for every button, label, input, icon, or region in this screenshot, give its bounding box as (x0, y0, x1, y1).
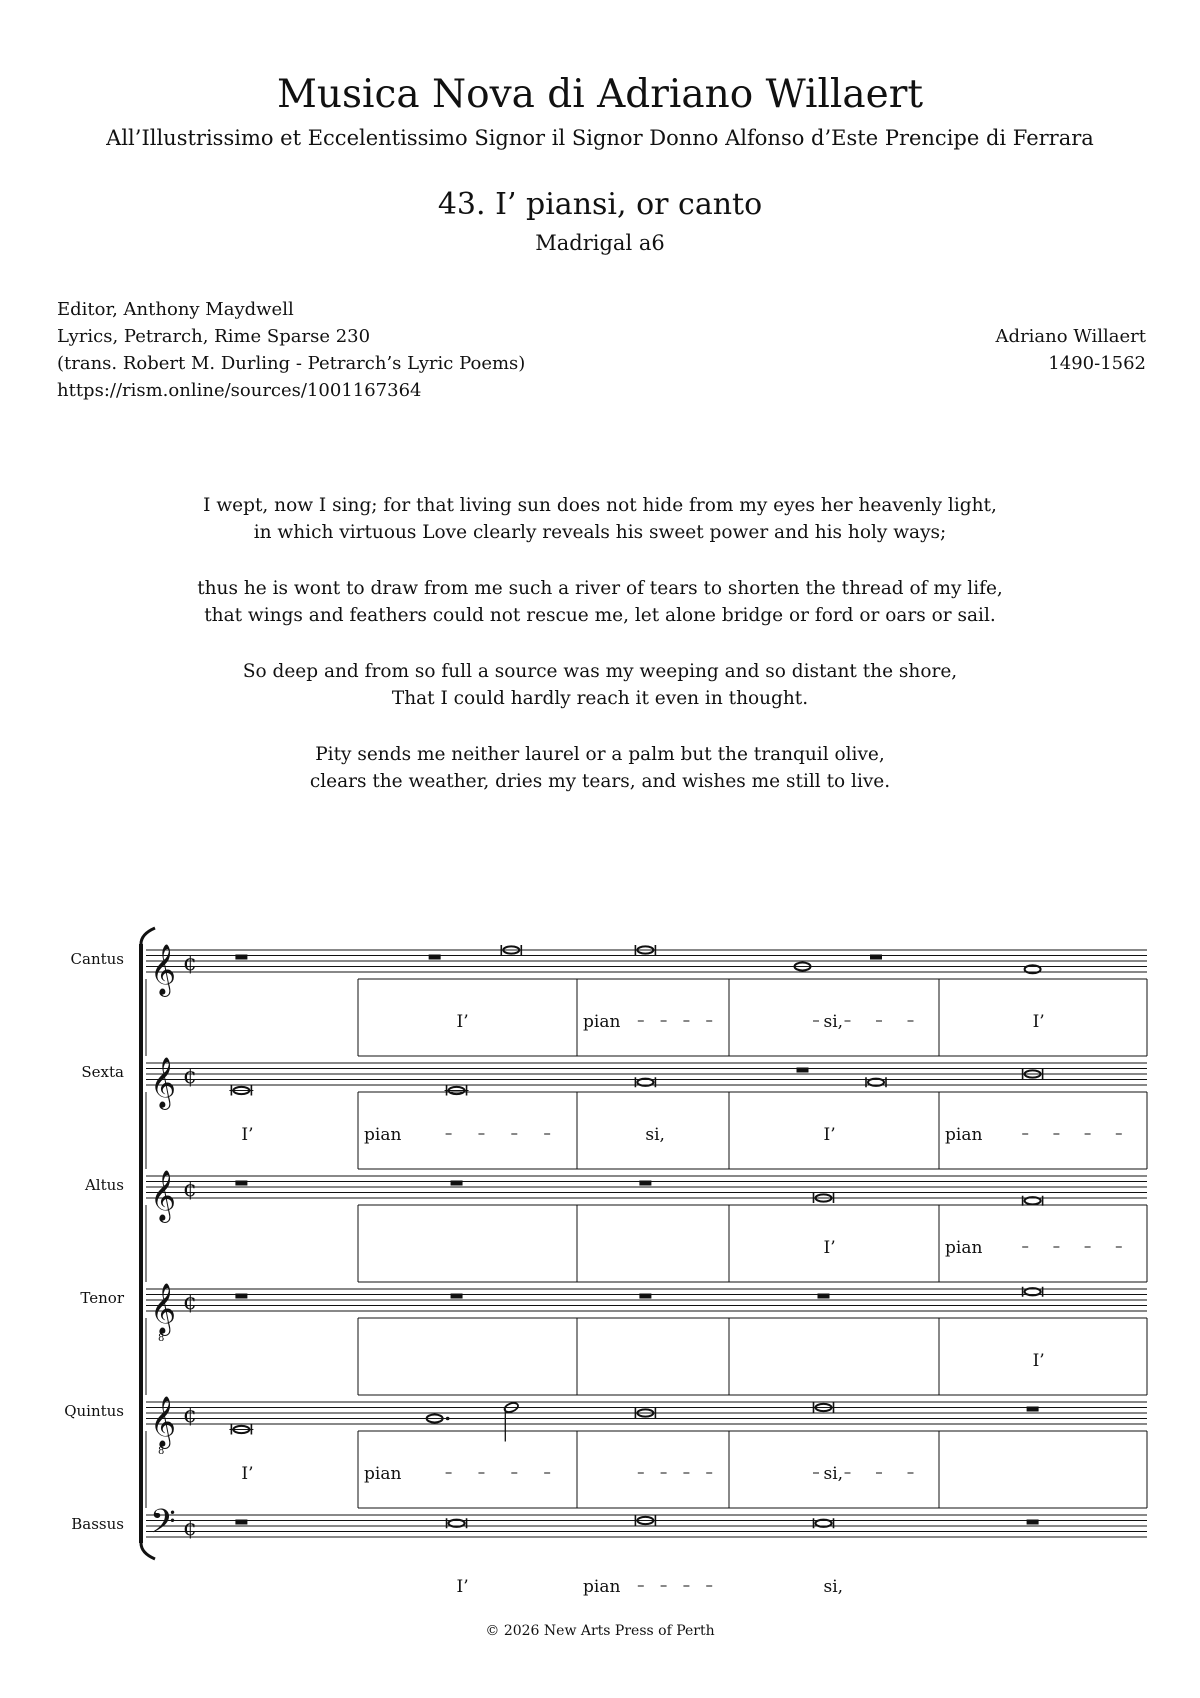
rest-icon (235, 1520, 247, 1525)
dedication: All’Illustrissimo et Eccelentissimo Signor il Signor Donno Alfonso d’Este Prencipe di Ferrara (106, 126, 1094, 150)
lyric-syllable: I’ (823, 1238, 836, 1258)
cut-time-icon: ¢ (183, 951, 197, 976)
copyright-footer: © 2026 New Arts Press of Perth (485, 1623, 715, 1639)
lyric-syllable: pian (945, 1238, 983, 1258)
rest-icon (451, 1181, 463, 1186)
composer-dates: 1490-1562 (1048, 353, 1146, 374)
lyrics-credit: Lyrics, Petrarch, Rime Sparse 230 (57, 326, 371, 347)
lyric-syllable: pian (583, 1012, 621, 1032)
rest-icon (1027, 1520, 1039, 1525)
system-bracket (139, 944, 143, 1543)
octave-marker: 8 (158, 1446, 165, 1457)
cut-time-icon: ¢ (183, 1177, 197, 1202)
genre-subtitle: Madrigal a6 (535, 231, 665, 255)
poem-line: that wings and feathers could not rescue me, let alone bridge or ford or oars or sail. (204, 605, 996, 626)
lyric-syllable: I’ (241, 1464, 254, 1484)
source-link[interactable]: https://rism.online/sources/1001167364 (57, 380, 422, 401)
treble-clef-icon: 𝄞 (150, 1057, 177, 1108)
treble-clef-icon: 𝄞 (150, 1170, 177, 1221)
rest-icon (235, 1181, 247, 1186)
staff-bassus (71, 1503, 1147, 1597)
lyric-syllable: I’ (456, 1577, 469, 1597)
cut-time-icon: ¢ (183, 1516, 197, 1541)
staff-altus (84, 1170, 1147, 1282)
lyric-syllable: si, (645, 1125, 665, 1145)
lyric-syllable: I’ (241, 1125, 254, 1145)
rest-icon (797, 1068, 809, 1073)
treble-clef-icon: 𝄞 (150, 944, 177, 995)
rest-icon (1027, 1407, 1039, 1412)
poem-line: clears the weather, dries my tears, and wishes me still to live. (309, 771, 891, 792)
treble-clef-icon: 𝄞 (150, 1396, 177, 1447)
composer-name: Adriano Willaert (995, 326, 1146, 347)
poem-line: thus he is wont to draw from me such a river of tears to shorten the thread of my life, (197, 578, 1003, 599)
rest-icon (235, 955, 247, 960)
bracket-top-hook (141, 928, 155, 944)
bass-clef-icon: 𝄢 (150, 1503, 176, 1549)
cut-time-icon: ¢ (183, 1403, 197, 1428)
rest-icon (235, 1294, 247, 1299)
lyric-syllable: I’ (456, 1012, 469, 1032)
cut-time-icon: ¢ (183, 1290, 197, 1315)
treble-clef-icon: 𝄞 (150, 1283, 177, 1334)
rest-icon (639, 1181, 651, 1186)
cut-time-icon: ¢ (183, 1064, 197, 1089)
lyric-syllable: pian (583, 1577, 621, 1597)
voice-label: Quintus (64, 1402, 124, 1420)
lyric-syllable: pian (364, 1464, 402, 1484)
staff-quintus (64, 1396, 1147, 1508)
rest-icon (818, 1294, 830, 1299)
poem-line: Pity sends me neither laurel or a palm but the tranquil olive, (315, 744, 885, 765)
dot (446, 1417, 450, 1421)
staff-sexta (81, 1057, 1147, 1169)
voice-label: Sexta (81, 1063, 124, 1081)
poem-line: I wept, now I sing; for that living sun does not hide from my eyes her heavenly light, (203, 495, 997, 516)
poem-line: So deep and from so full a source was my weeping and so distant the shore, (242, 661, 958, 682)
lyric-syllable: si, (823, 1577, 844, 1597)
lyric-syllable: I’ (1032, 1351, 1045, 1371)
lyric-syllable: pian (364, 1125, 402, 1145)
lyric-syllable: I’ (823, 1125, 836, 1145)
staff-cantus (71, 944, 1147, 1056)
voice-label: Cantus (70, 950, 124, 968)
lyric-syllable: pian (945, 1125, 983, 1145)
lyric-syllable: I’ (1032, 1012, 1045, 1032)
staff-tenor (80, 1283, 1147, 1395)
lyric-syllable: si, (823, 1464, 844, 1484)
voice-label: Altus (84, 1176, 124, 1194)
octave-marker: 8 (158, 1333, 165, 1344)
voice-label: Tenor (80, 1289, 124, 1307)
rest-icon (451, 1294, 463, 1299)
editor-credit: Editor, Anthony Maydwell (57, 299, 294, 320)
collection-title: Musica Nova di Adriano Willaert (276, 72, 924, 117)
translation-credit: (trans. Robert M. Durling - Petrarch’s Lyric Poems) (57, 353, 526, 374)
rest-icon (429, 955, 441, 960)
piece-title: 43. I’ piansi, or canto (437, 187, 763, 222)
poem-line: That I could hardly reach it even in thought. (391, 688, 809, 709)
rest-icon (870, 955, 882, 960)
lyric-syllable: si, (823, 1012, 844, 1032)
voice-label: Bassus (71, 1515, 124, 1533)
poem-line: in which virtuous Love clearly reveals his sweet power and his holy ways; (253, 522, 947, 543)
rest-icon (639, 1294, 651, 1299)
